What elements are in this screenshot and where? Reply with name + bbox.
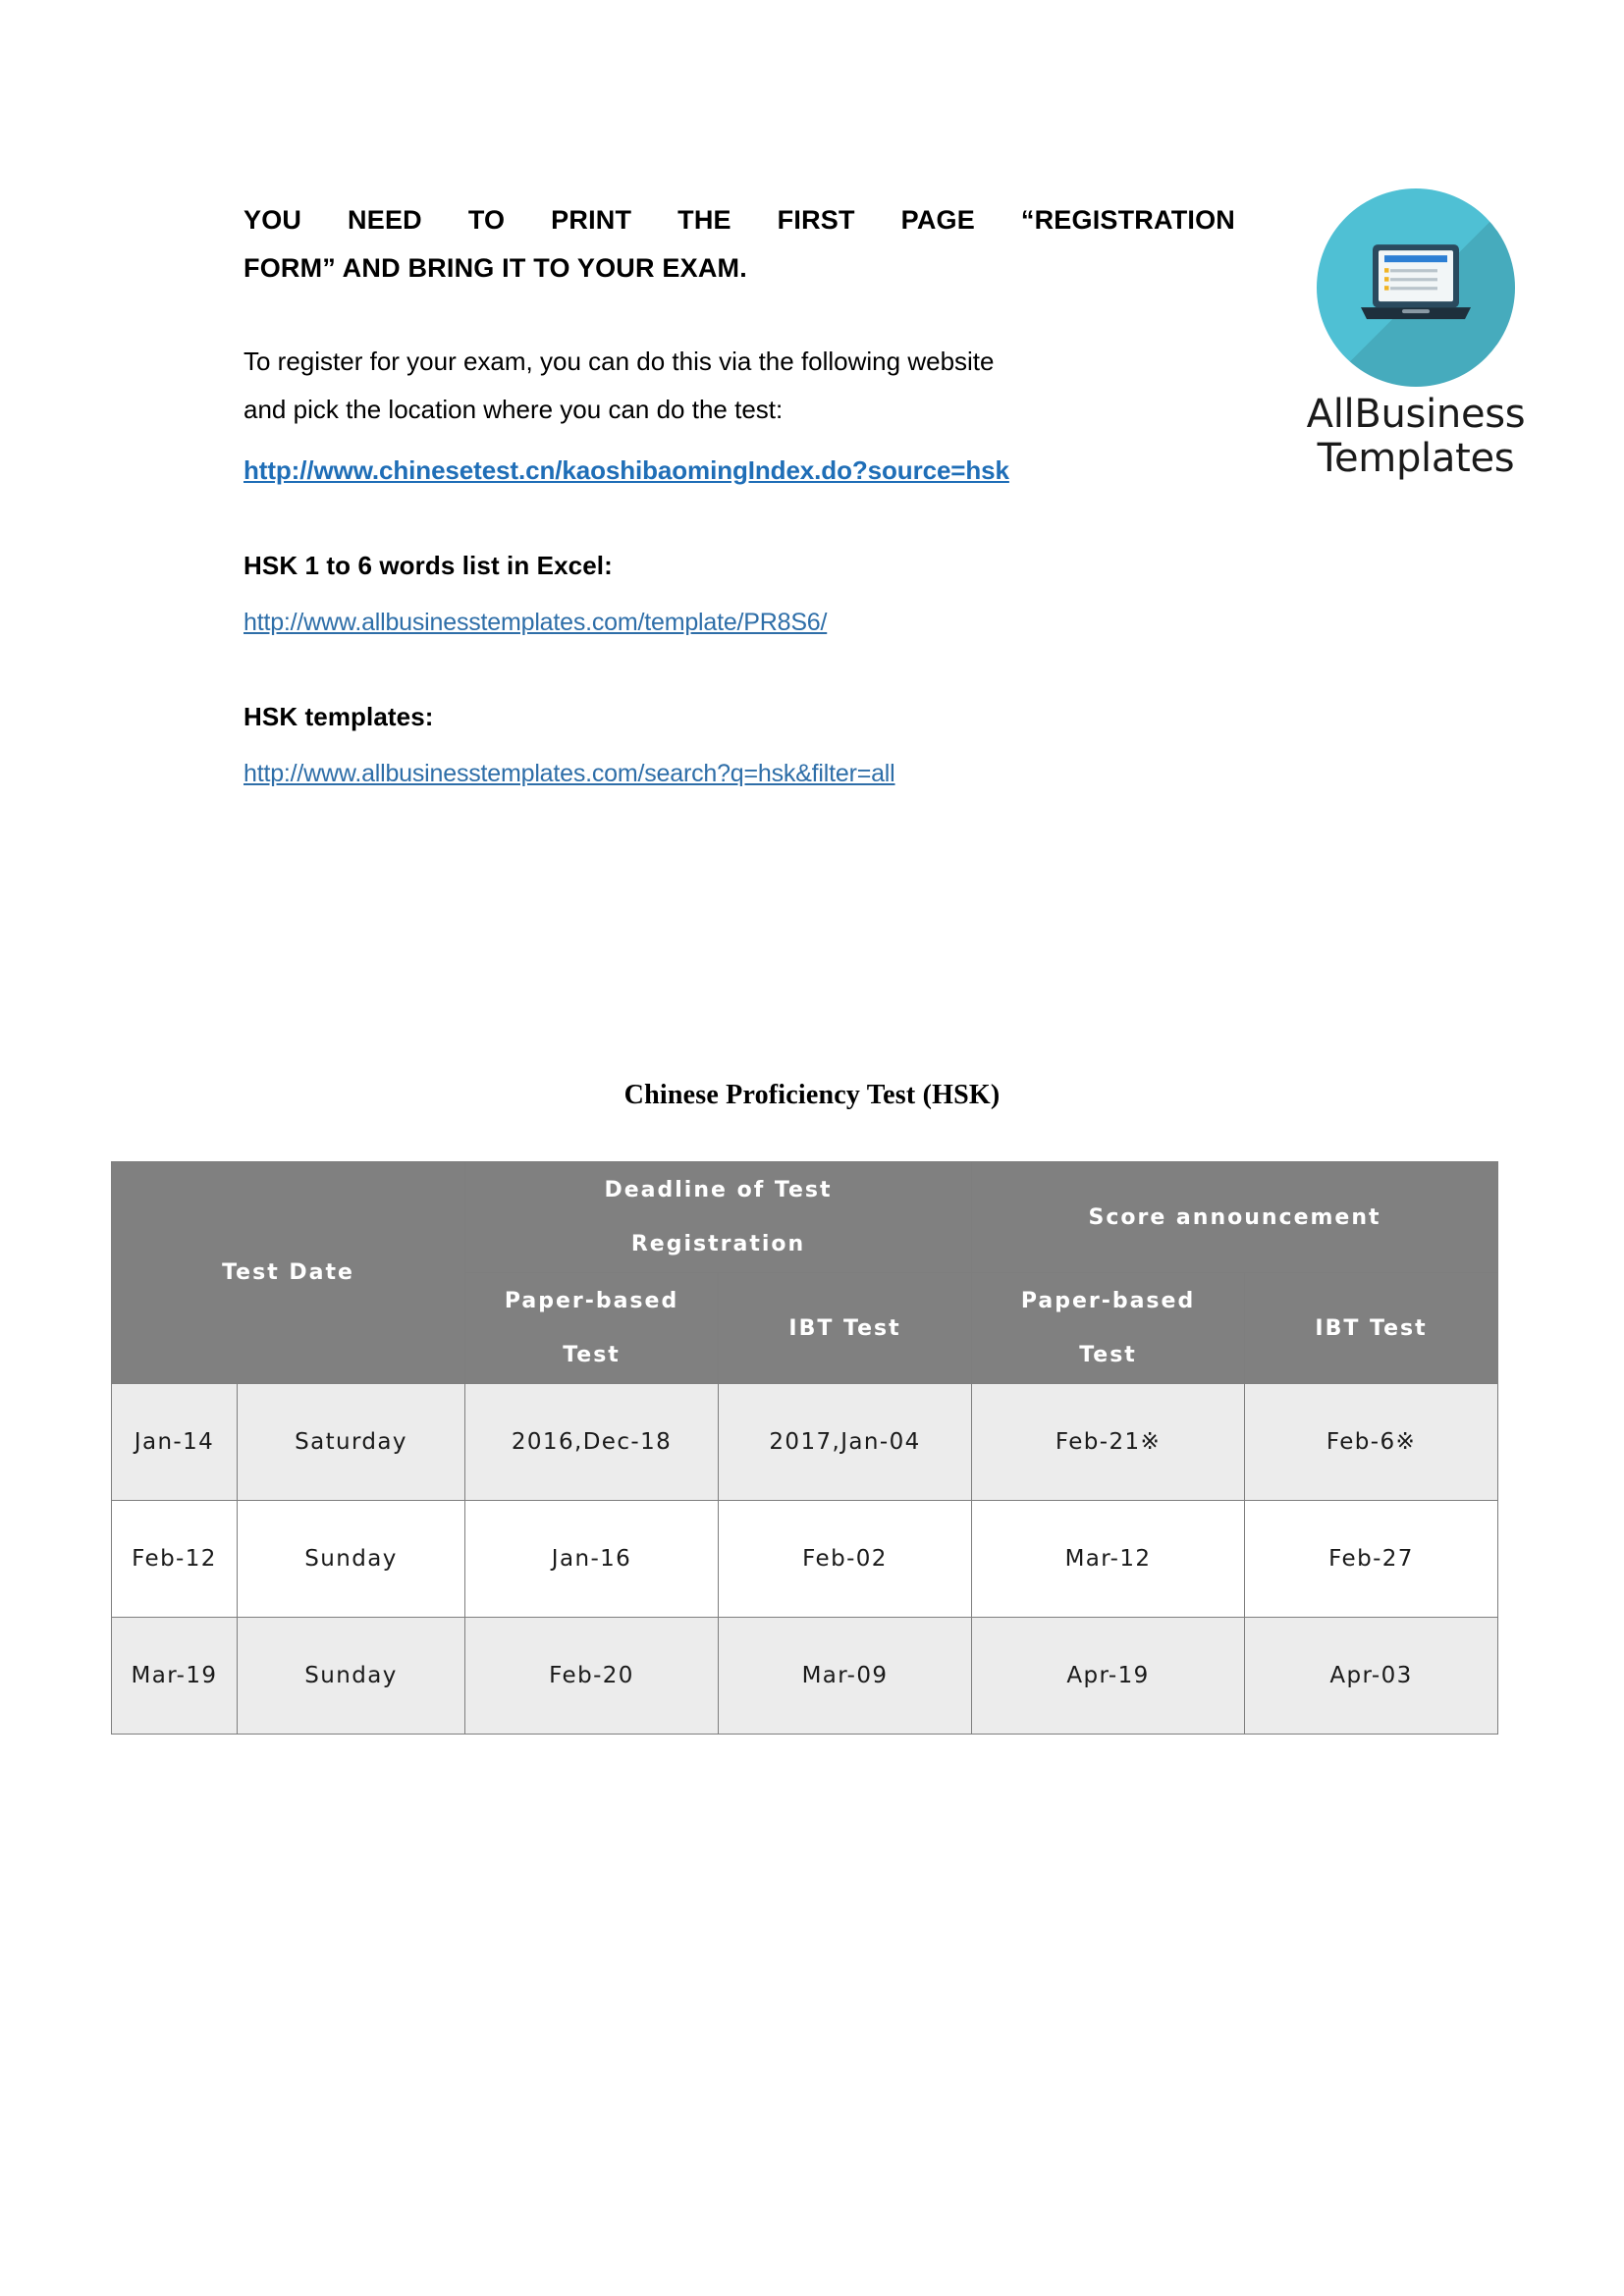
- print-notice-line-1: YOU NEED TO PRINT THE FIRST PAGE “REGISTRATION: [244, 205, 1235, 235]
- header-test-date: Test Date: [112, 1162, 465, 1384]
- header-deadline-of-test-registration: [465, 1162, 972, 1273]
- cell-deadline-pbt: 2016,Dec-18: [465, 1384, 719, 1501]
- logo-wordmark: [1288, 387, 1543, 481]
- cell-test-date: Mar-19: [112, 1618, 238, 1735]
- logo-wordmark-line-1: AllBusiness: [1306, 392, 1526, 437]
- registration-instructions-line-1: To register for your exam, you can do this via the following website: [244, 347, 995, 377]
- header-deadline-pbt-line-1: Paper-based: [504, 1289, 679, 1313]
- logo-mark: [1317, 188, 1515, 387]
- header-score-pbt-line-2: Test: [1079, 1343, 1137, 1367]
- cell-weekday: Sunday: [238, 1618, 465, 1735]
- header-deadline-line-1: Deadline of Test: [604, 1178, 833, 1202]
- header-score-ibt-test: IBT Test: [1245, 1273, 1498, 1384]
- logo-wordmark-line-2: Templates: [1317, 435, 1515, 481]
- cell-test-date: Jan-14: [112, 1384, 238, 1501]
- table-row: [112, 1618, 1498, 1735]
- cell-score-pbt: Feb-21※: [972, 1384, 1245, 1501]
- cell-test-date: Feb-12: [112, 1501, 238, 1618]
- cell-deadline-ibt: Feb-02: [719, 1501, 972, 1618]
- document-body: [244, 196, 1235, 788]
- cell-deadline-ibt: Mar-09: [719, 1618, 972, 1735]
- allbusiness-templates-logo: [1288, 188, 1543, 481]
- print-notice-line-2: FORM” AND BRING IT TO YOUR EXAM.: [244, 253, 747, 284]
- cell-deadline-pbt: Jan-16: [465, 1501, 719, 1618]
- registration-instructions-line-2: and pick the location where you can do the test:: [244, 395, 784, 425]
- laptop-document-icon: [1355, 240, 1477, 331]
- cell-deadline-pbt: Feb-20: [465, 1618, 719, 1735]
- cell-score-ibt: Apr-03: [1245, 1618, 1498, 1735]
- registration-url-link[interactable]: http://www.chinesetest.cn/kaoshibaomingIndex.do?source=hsk: [244, 455, 1009, 485]
- header-score-pbt-line-1: Paper-based: [1020, 1289, 1196, 1313]
- header-score-paper-based-test: [972, 1273, 1245, 1384]
- header-deadline-line-2: Registration: [630, 1232, 806, 1256]
- hsk-schedule-table: [111, 1161, 1498, 1735]
- header-deadline-pbt-line-2: Test: [563, 1343, 621, 1367]
- header-score-announcement: Score announcement: [972, 1162, 1498, 1273]
- cell-score-pbt: Apr-19: [972, 1618, 1245, 1735]
- hsk-templates-heading: HSK templates:: [244, 702, 434, 731]
- cell-deadline-ibt: 2017,Jan-04: [719, 1384, 972, 1501]
- header-deadline-ibt-test: IBT Test: [719, 1273, 972, 1384]
- header-deadline-paper-based-test: [465, 1273, 719, 1384]
- hsk-wordlist-heading: HSK 1 to 6 words list in Excel:: [244, 551, 613, 580]
- table-title: Chinese Proficiency Test (HSK): [623, 1080, 1001, 1110]
- cell-weekday: Saturday: [238, 1384, 465, 1501]
- hsk-templates-url-link[interactable]: http://www.allbusinesstemplates.com/search?q=hsk&filter=all: [244, 760, 895, 787]
- table-header-row-top: [112, 1162, 1498, 1273]
- print-notice: [244, 196, 1235, 293]
- cell-weekday: Sunday: [238, 1501, 465, 1618]
- cell-score-pbt: Mar-12: [972, 1501, 1245, 1618]
- table-row: [112, 1384, 1498, 1501]
- cell-score-ibt: Feb-27: [1245, 1501, 1498, 1618]
- table-row: [112, 1501, 1498, 1618]
- cell-score-ibt: Feb-6※: [1245, 1384, 1498, 1501]
- registration-instructions: [244, 293, 1235, 434]
- hsk-wordlist-url-link[interactable]: http://www.allbusinesstemplates.com/template/PR8S6/: [244, 609, 828, 636]
